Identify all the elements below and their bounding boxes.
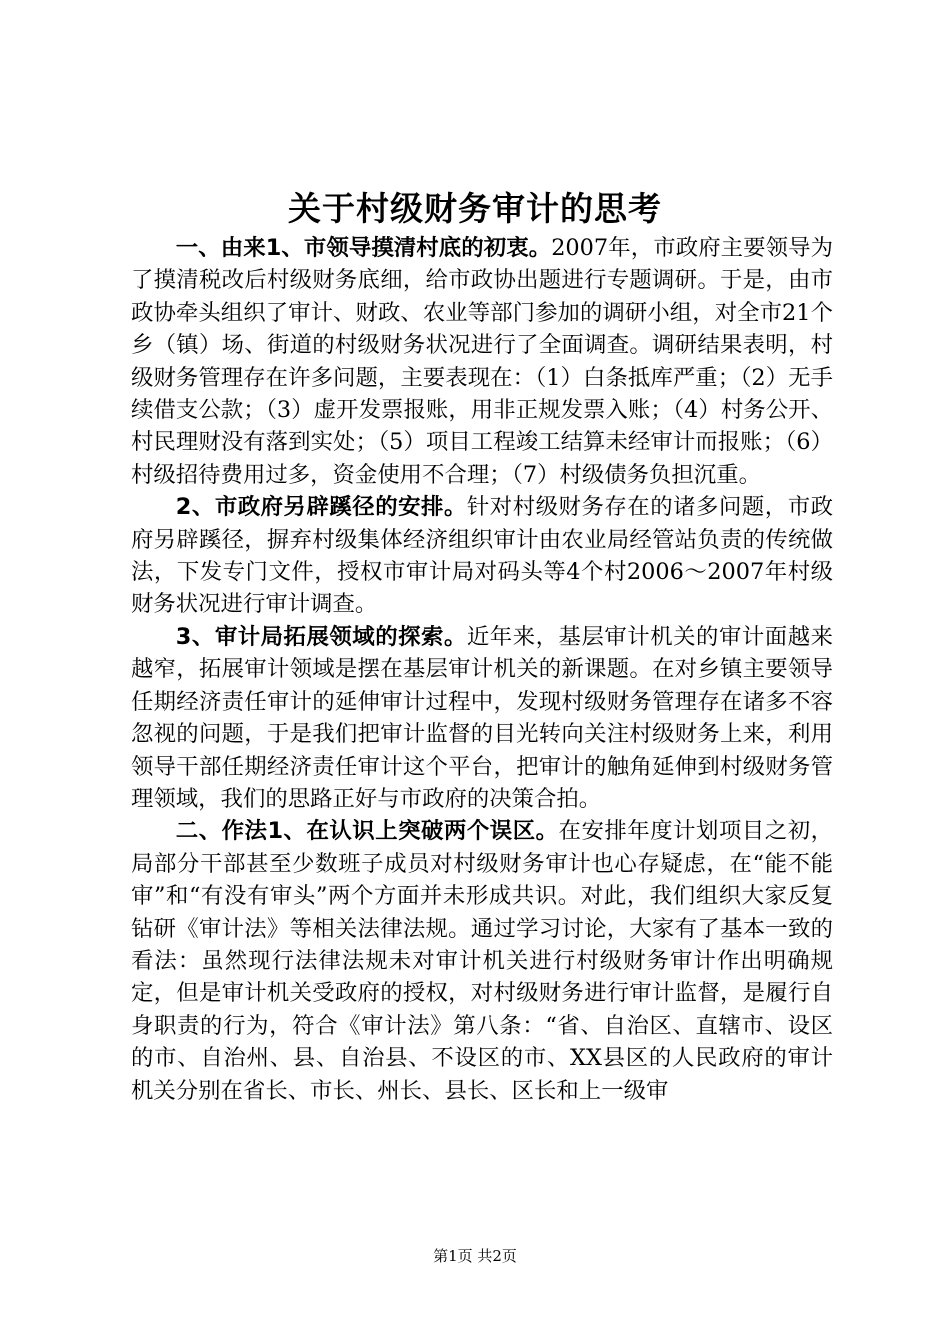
paragraph-text: 近年来，基层审计机关的审计面越来越窄，拓展审计领域是摆在基层审计机关的新课题。在对乡镇主要领导任期经济责任审计的延伸审计过程中，发现村级财务管理存在诸多不容忽视的问题，于是我们把审计监督的目光转向关注村级财务上来，利用领导干部任期经济责任审计这个平台，把审计的触角延伸到村级财务管理领域，我们的思路正好与市政府的决策合拍。	[131, 623, 834, 812]
paragraph-text: 在安排年度计划项目之初，局部分干部甚至少数班子成员对村级财务审计也心存疑虑，在“能不能审”和“有没有审头”两个方面并未形成共识。对此，我们组织大家反复钻研《审计法》等相关法律法规。通过学习讨论，大家有了基本一致的看法：虽然现行法律法规未对审计机关进行村级财务审计作出明确规定，但是审计机关受政府的授权，对村级财务进行审计监督，是履行自身职责的行为，符合《审计法》第八条：“省、自治区、直辖市、设区的市、自治州、县、自治县、不设区的市、XX县区的人民政府的审计机关分别在省长、市长、州长、县长、区长和上一级审	[131, 818, 833, 1104]
paragraph-text: 2007年，市政府主要领导为了摸清税改后村级财务底细，给市政协出题进行专题调研。于是，由市政协牵头组织了审计、财政、农业等部门参加的调研小组，对全市21个乡（镇）场、街道的村级财务状况进行了全面调查。调研结果表明，村级财务管理存在许多问题，主要表现在：（1）白条抵库严重；（2）无手续借支公款；（3）虚开发票报账，用非正规发票入账；（4）村务公开、村民理财没有落到实处；（5）项目工程竣工结算未经审计而报账；（6）村级招待费用过多，资金使用不合理；（7）村级债务负担沉重。	[131, 235, 833, 488]
paragraph-text: 针对村级财务存在的诸多问题，市政府另辟蹊径，摒弃村级集体经济组织审计由农业局经管站负责的传统做法，下发专门文件，授权市审计局对码头等4个村2006～2007年村级财务状况进行审计调查。	[131, 494, 834, 618]
paragraph-heading: 3、审计局拓展领域的探索。	[175, 623, 467, 650]
paragraph-heading: 二、作法1、在认识上突破两个误区。	[175, 818, 559, 845]
paragraph-origin-3	[131, 621, 833, 815]
paragraph-heading: 2、市政府另辟蹊径的安排。	[175, 494, 467, 521]
page-number-footer: 第1页 共2页	[433, 1247, 517, 1265]
document-body	[131, 232, 833, 1107]
paragraph-origin-2	[131, 491, 833, 621]
paragraph-origin-1	[131, 232, 833, 491]
paragraph-heading: 一、由来1、市领导摸清村底的初衷。	[175, 235, 552, 261]
document-title: 关于村级财务审计的思考	[288, 189, 662, 228]
paragraph-method-1	[131, 815, 833, 1107]
